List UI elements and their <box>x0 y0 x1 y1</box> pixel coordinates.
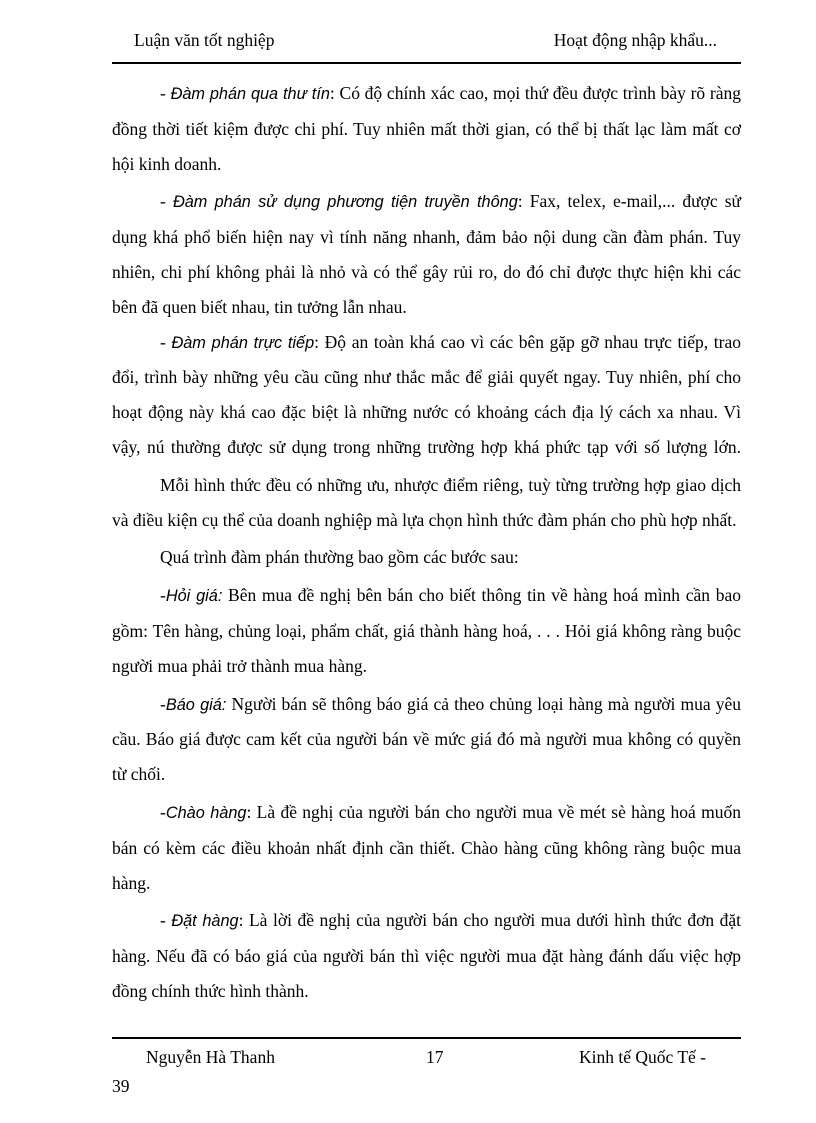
footer-department: Kinh tế Quốc Tế - <box>578 1047 706 1067</box>
paragraph-mail-negotiation: - Đàm phán qua thư tín: Có độ chính xác cao, mọi thứ đều được trình bày rõ ràng đồng thời tiết kiệm được chi phí. Tuy nhiên mất thời gian, có thể bị thất lạc làm mất cơ hội kinh doanh. <box>112 83 741 174</box>
paragraph-quotation: -Báo giá: Người bán sẽ thông báo giá cả theo chủng loại hàng mà người mua yêu cầu. Báo giá được cam kết của người bán về mức giá đó mà người mua không có quyền từ chối. <box>112 693 742 785</box>
footer-class-number: 39 <box>112 1076 130 1096</box>
footer-rule <box>112 1037 741 1039</box>
paragraph-order: - Đặt hàng: Là lời đề nghị của người bán cho người mua dưới hình thức đơn đặt hàng. Nếu đã có báo giá của người bán thì việc người mua đặt hàng đánh dấu việc hợp đồng chính thức hình thành. <box>112 910 741 1001</box>
page-number: 17 <box>426 1047 444 1067</box>
header-thesis-label: Luận văn tốt nghiệp <box>134 30 275 50</box>
term-inquiry: Hỏi giá: <box>165 587 223 606</box>
term-order: Đặt hàng <box>171 912 239 931</box>
paragraph-forms-summary: Mỗi hình thức đều có những ưu, nhược điểm riêng, tuỳ từng trường hợp giao dịch và điều kiện cụ thể của doanh nghiệp mà lựa chọn hình thức đàm phán cho phù hợp nhất. <box>112 474 741 530</box>
paragraph-offer: -Chào hàng: Là đề nghị của người bán cho người mua về mét sè hàng hoá muốn bán có kèm các điều khoản nhất định cần thiết. Chào hàng cũng không ràng buộc mua hàng. <box>112 801 741 893</box>
term-offer: Chào hàng <box>165 803 247 822</box>
header-rule <box>112 62 741 64</box>
page-header <box>112 26 741 62</box>
footer-author: Nguyễn Hà Thanh <box>146 1047 275 1067</box>
term-mail-negotiation: Đàm phán qua thư tín <box>170 85 330 103</box>
page-footer <box>112 1047 741 1117</box>
paragraph-process-intro: Quá trình đàm phán thường bao gồm các bước sau: <box>160 547 519 568</box>
term-direct-negotiation: Đàm phán trực tiếp <box>171 333 315 352</box>
term-quotation: Báo giá: <box>165 695 227 714</box>
header-chapter-title: Hoạt động nhập khẩu... <box>553 30 717 50</box>
paragraph-media-negotiation: - Đàm phán sử dụng phương tiện truyền thông: Fax, telex, e-mail,... được sử dụng khá phổ biến hiện nay vì tính năng nhanh, đảm bảo nội dung cần đàm phán. Tuy nhiên, chi phí không phải là nhỏ và có thể gây rủi ro, do đó chỉ được thực hiện khi các bên đã quen biết nhau, tin tưởng lẫn nhau. <box>112 191 741 317</box>
paragraph-inquiry: -Hỏi giá: Bên mua đề nghị bên bán cho biết thông tin về hàng hoá mình cần bao gồm: Tên hàng, chủng loại, phẩm chất, giá thành hàng hoá, . . . Hỏi giá không ràng buộc người mua phải trở thành mua hàng. <box>112 585 741 676</box>
paragraph-direct-negotiation: - Đàm phán trực tiếp: Độ an toàn khá cao vì các bên gặp gỡ nhau trực tiếp, trao đổi, trình bày những yêu cầu cũng như thắc mắc để giải quyết ngay. Tuy nhiên, phí cho hoạt động này khá cao đặc biệt là những nước có khoảng cách địa lý cách xa nhau. Vì vậy, nú thường được sử dụng trong những trường hợp khá phức tạp với số lượng lớn. <box>112 331 741 457</box>
term-media-negotiation: Đàm phán sử dụng phương tiện truyền thông <box>172 193 518 212</box>
document-body <box>112 76 741 1009</box>
